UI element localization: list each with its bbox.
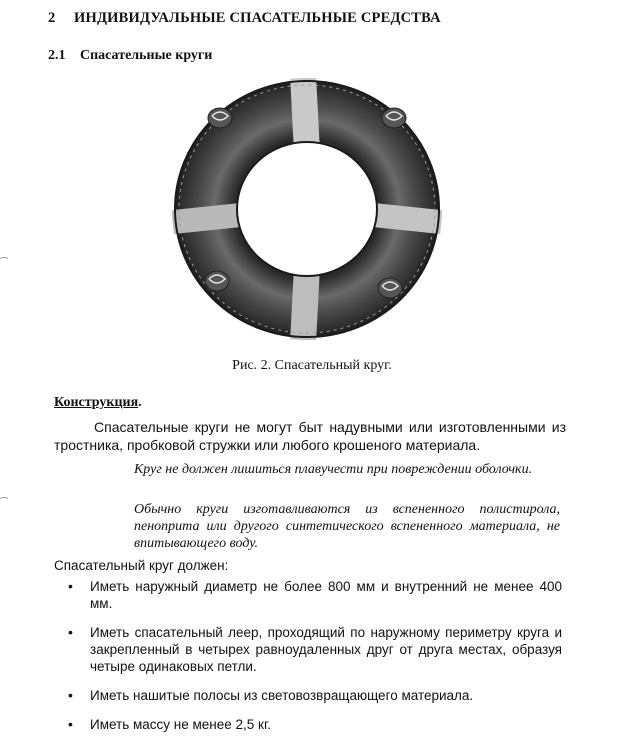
construction-title: Конструкция <box>54 395 139 410</box>
figure-caption: Рис. 2. Спасательный круг. <box>232 358 392 373</box>
list-item: • Иметь наружный диаметр не более 800 мм и внутренний не менее 400 мм. <box>62 578 562 612</box>
lifebuoy-figure <box>172 78 442 340</box>
construction-title-suffix: . <box>138 395 142 410</box>
subsection-heading <box>48 48 212 64</box>
section-number: 2 <box>48 10 56 26</box>
requirements-intro: Спасательный круг должен: <box>54 558 229 573</box>
list-item: • Иметь спасательный леер, проходящий по наружному периметру круга и закрепленный в четырех равноудаленных друг от друга местах, образуя четыре одинаковых петли. <box>62 624 562 675</box>
section-title: ИНДИВИДУАЛЬНЫЕ СПАСАТЕЛЬНЫЕ СРЕДСТВА <box>74 10 441 26</box>
note-materials: Обычно круги изготавливаются из вспененного полистирола, пеноприта или другого синтетического вспененного материала, не впитывающего воду. <box>134 502 560 551</box>
list-item: • Иметь массу не менее 2,5 кг. <box>62 716 562 733</box>
section-heading <box>48 10 441 27</box>
construction-paragraph: Спасательные круги не могут быт надувными или изготовленными из тростника, пробковой стружки или любого крошеного материала. <box>54 419 566 453</box>
requirements-list <box>62 578 562 745</box>
list-item: • Иметь нашитые полосы из световозвращающего материала. <box>62 687 562 704</box>
subsection-title: Спасательные круги <box>80 48 213 63</box>
note-buoyancy: Круг не должен лишиться плавучести при повреждении оболочки. <box>134 462 533 477</box>
lifebuoy-icon <box>172 78 442 340</box>
construction-heading <box>54 395 142 411</box>
punch-hole-mark <box>0 254 17 280</box>
subsection-number: 2.1 <box>48 48 66 63</box>
punch-hole-mark <box>0 494 17 520</box>
